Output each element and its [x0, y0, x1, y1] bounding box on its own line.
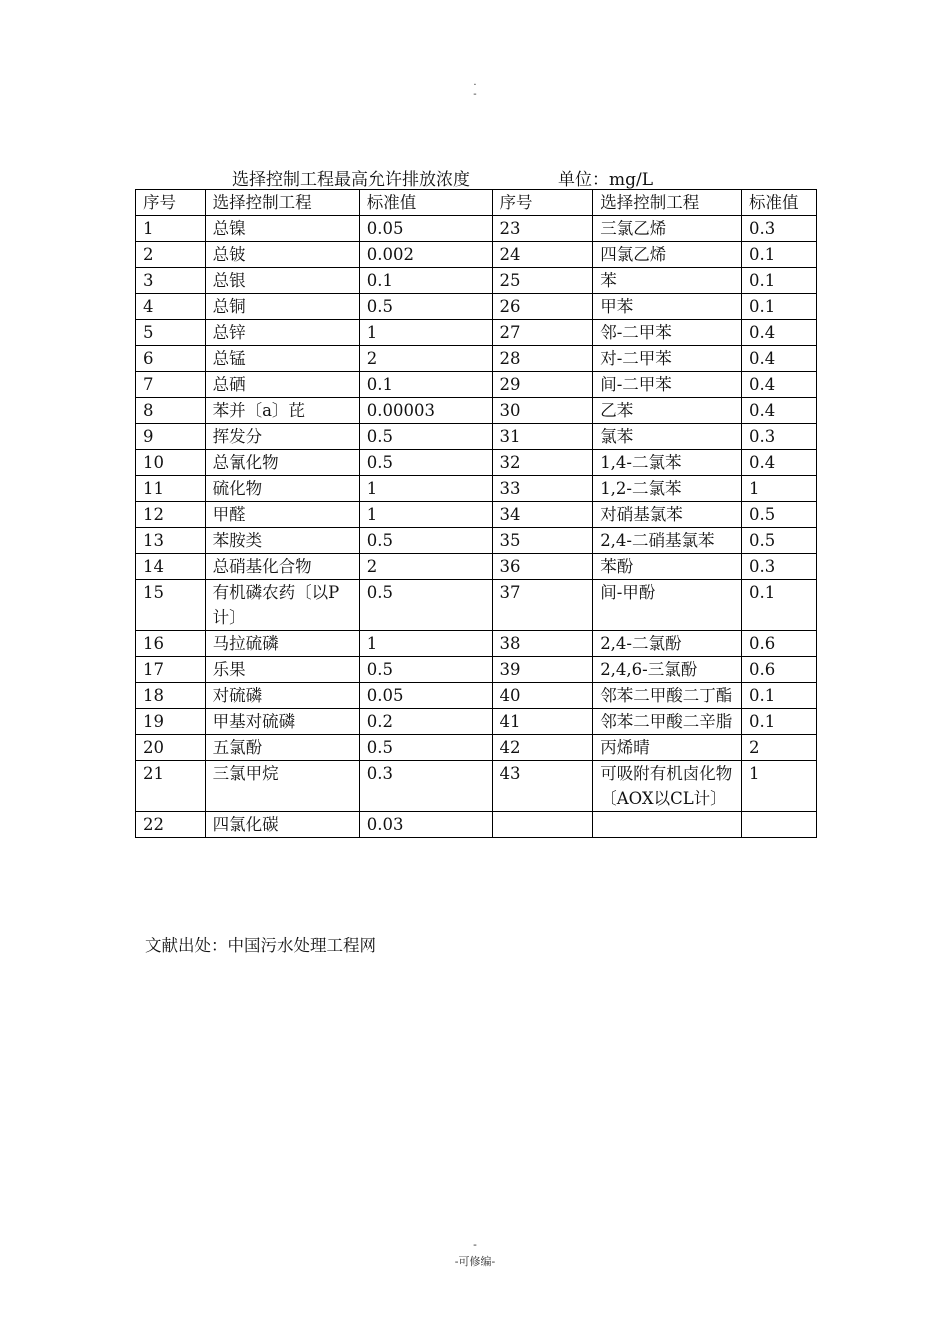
table-cell: 0.5	[742, 528, 817, 554]
table-cell: 马拉硫磷	[205, 631, 359, 657]
table-cell: 2	[742, 735, 817, 761]
table-cell: 2,4-二硝基氯苯	[593, 528, 742, 554]
table-cell: 总铜	[205, 294, 359, 320]
table-row	[136, 398, 817, 424]
header-cell: 序号	[136, 190, 206, 216]
header-cell: 选择控制工程	[205, 190, 359, 216]
table-cell: 四氯乙烯	[593, 242, 742, 268]
header-cell: 选择控制工程	[593, 190, 742, 216]
table-row	[136, 242, 817, 268]
table-cell: 0.5	[359, 735, 492, 761]
table-cell: 0.1	[359, 268, 492, 294]
table-cell: 丙烯晴	[593, 735, 742, 761]
table-cell: 苯胺类	[205, 528, 359, 554]
table-header-row	[136, 190, 817, 216]
table-caption	[0, 165, 950, 189]
table-cell: 34	[492, 502, 593, 528]
table-cell: 邻苯二甲酸二辛脂	[593, 709, 742, 735]
table-cell: 0.1	[742, 242, 817, 268]
table-cell: 19	[136, 709, 206, 735]
table-cell: 0.6	[742, 657, 817, 683]
footer-mark-dash: -	[473, 1238, 477, 1251]
table-row	[136, 709, 817, 735]
table-cell: 28	[492, 346, 593, 372]
table-cell: 22	[136, 812, 206, 838]
table-cell: 11	[136, 476, 206, 502]
table-cell: 1,2-二氯苯	[593, 476, 742, 502]
table-cell: 总氰化物	[205, 450, 359, 476]
table-cell: 1	[742, 761, 817, 812]
table-cell: 总锰	[205, 346, 359, 372]
table-cell: 1	[136, 216, 206, 242]
table-cell: 0.3	[742, 554, 817, 580]
table-cell: 38	[492, 631, 593, 657]
table-cell: 6	[136, 346, 206, 372]
header-mark-dot: .	[473, 77, 477, 88]
table-row	[136, 476, 817, 502]
table-row	[136, 657, 817, 683]
table-cell: 0.1	[742, 580, 817, 631]
table-cell: 0.4	[742, 346, 817, 372]
table-cell: 邻苯二甲酸二丁酯	[593, 683, 742, 709]
table-cell: 8	[136, 398, 206, 424]
table-cell: 43	[492, 761, 593, 812]
unit-label: 单位：mg/L	[558, 170, 654, 190]
table-cell: 7	[136, 372, 206, 398]
table-cell: 0.03	[359, 812, 492, 838]
table-cell: 0.6	[742, 631, 817, 657]
table-cell: 总镍	[205, 216, 359, 242]
table-cell: 0.4	[742, 320, 817, 346]
table-cell: 1	[359, 631, 492, 657]
table-cell: 可吸附有机卤化物〔AOX以CL计〕	[593, 761, 742, 812]
table-cell: 对-二甲苯	[593, 346, 742, 372]
emission-standards-table	[135, 189, 817, 838]
table-cell: 36	[492, 554, 593, 580]
table-cell: 2	[359, 554, 492, 580]
table-cell: 18	[136, 683, 206, 709]
table-cell: 0.1	[742, 709, 817, 735]
table-row	[136, 761, 817, 812]
table-cell: 间-二甲苯	[593, 372, 742, 398]
table-row	[136, 631, 817, 657]
table-cell: 30	[492, 398, 593, 424]
table-cell: 总银	[205, 268, 359, 294]
table-cell: 氯苯	[593, 424, 742, 450]
table-row	[136, 268, 817, 294]
table-cell: 挥发分	[205, 424, 359, 450]
header-cell: 标准值	[742, 190, 817, 216]
table-cell: 硫化物	[205, 476, 359, 502]
table-cell: 苯并〔a〕芘	[205, 398, 359, 424]
table-cell: 5	[136, 320, 206, 346]
table-row	[136, 346, 817, 372]
table-row	[136, 424, 817, 450]
table-row	[136, 683, 817, 709]
table-cell: 33	[492, 476, 593, 502]
table-cell: 20	[136, 735, 206, 761]
table-cell: 0.4	[742, 398, 817, 424]
header-cell: 序号	[492, 190, 593, 216]
table-cell: 邻-二甲苯	[593, 320, 742, 346]
table-cell: 3	[136, 268, 206, 294]
table-cell: 0.1	[742, 683, 817, 709]
table-cell: 24	[492, 242, 593, 268]
table-cell: 总铍	[205, 242, 359, 268]
table-cell: 1	[359, 502, 492, 528]
table-cell: 0.2	[359, 709, 492, 735]
table-cell: 32	[492, 450, 593, 476]
table-cell: 25	[492, 268, 593, 294]
table-cell: 0.5	[359, 580, 492, 631]
table-cell: 37	[492, 580, 593, 631]
table-cell: 间-甲酚	[593, 580, 742, 631]
table-cell: 2	[136, 242, 206, 268]
table-row	[136, 216, 817, 242]
table-cell: 三氯乙烯	[593, 216, 742, 242]
table-cell: 42	[492, 735, 593, 761]
table-cell: 1	[742, 476, 817, 502]
table-cell: 1,4-二氯苯	[593, 450, 742, 476]
table-row	[136, 372, 817, 398]
table-row	[136, 320, 817, 346]
table-cell: 17	[136, 657, 206, 683]
table-row	[136, 294, 817, 320]
table-cell: 39	[492, 657, 593, 683]
table-cell: 35	[492, 528, 593, 554]
table-cell: 甲醛	[205, 502, 359, 528]
table-cell: 12	[136, 502, 206, 528]
table-title: 选择控制工程最高允许排放浓度	[232, 170, 470, 190]
table-cell: 0.1	[359, 372, 492, 398]
table-cell: 15	[136, 580, 206, 631]
table-cell	[492, 812, 593, 838]
table-cell: 27	[492, 320, 593, 346]
table-row	[136, 812, 817, 838]
table-cell: 总硝基化合物	[205, 554, 359, 580]
table-cell: 0.5	[359, 528, 492, 554]
table-cell: 总锌	[205, 320, 359, 346]
table-cell: 4	[136, 294, 206, 320]
table-cell: 0.5	[359, 424, 492, 450]
table-cell: 0.3	[359, 761, 492, 812]
table-cell: 总硒	[205, 372, 359, 398]
table-cell: 0.1	[742, 268, 817, 294]
table-cell: 13	[136, 528, 206, 554]
table-row	[136, 450, 817, 476]
table-cell: 0.5	[359, 294, 492, 320]
table-cell: 23	[492, 216, 593, 242]
table-cell: 41	[492, 709, 593, 735]
table-cell: 乙苯	[593, 398, 742, 424]
table-cell: 四氯化碳	[205, 812, 359, 838]
table-row	[136, 735, 817, 761]
table-cell: 甲基对硫磷	[205, 709, 359, 735]
table-cell: 16	[136, 631, 206, 657]
table-cell: 14	[136, 554, 206, 580]
table-cell	[593, 812, 742, 838]
table-cell: 五氯酚	[205, 735, 359, 761]
table-cell: 29	[492, 372, 593, 398]
table-cell: 9	[136, 424, 206, 450]
table-cell: 2,4,6-三氯酚	[593, 657, 742, 683]
table-cell: 对硫磷	[205, 683, 359, 709]
table-cell: 21	[136, 761, 206, 812]
table-cell: 40	[492, 683, 593, 709]
table-row	[136, 528, 817, 554]
table-cell: 甲苯	[593, 294, 742, 320]
table-cell: 0.3	[742, 424, 817, 450]
footer-editable-note: -可修编-	[454, 1255, 496, 1268]
table-cell: 0.4	[742, 450, 817, 476]
table-row	[136, 554, 817, 580]
table-row	[136, 580, 817, 631]
table-cell: 0.1	[742, 294, 817, 320]
table-cell: 0.00003	[359, 398, 492, 424]
table-cell: 有机磷农药〔以P计〕	[205, 580, 359, 631]
table-cell: 1	[359, 320, 492, 346]
table-cell: 0.5	[742, 502, 817, 528]
table-cell: 0.05	[359, 683, 492, 709]
table-cell: 2,4-二氯酚	[593, 631, 742, 657]
table-cell: 乐果	[205, 657, 359, 683]
table-cell: 0.05	[359, 216, 492, 242]
table-cell: 0.4	[742, 372, 817, 398]
table-cell: 三氯甲烷	[205, 761, 359, 812]
table-row	[136, 502, 817, 528]
table-cell: 苯	[593, 268, 742, 294]
table-cell: 1	[359, 476, 492, 502]
table-body	[136, 216, 817, 838]
table-cell: 0.5	[359, 450, 492, 476]
header-mark-dash: -	[473, 89, 477, 100]
source-note: 文献出处：中国污水处理工程网	[145, 936, 376, 955]
table-cell	[742, 812, 817, 838]
table-cell: 对硝基氯苯	[593, 502, 742, 528]
table-cell: 26	[492, 294, 593, 320]
table-cell: 0.002	[359, 242, 492, 268]
table-cell: 0.3	[742, 216, 817, 242]
table-cell: 31	[492, 424, 593, 450]
table-cell: 2	[359, 346, 492, 372]
header-cell: 标准值	[359, 190, 492, 216]
table-cell: 苯酚	[593, 554, 742, 580]
table-cell: 10	[136, 450, 206, 476]
table-cell: 0.5	[359, 657, 492, 683]
